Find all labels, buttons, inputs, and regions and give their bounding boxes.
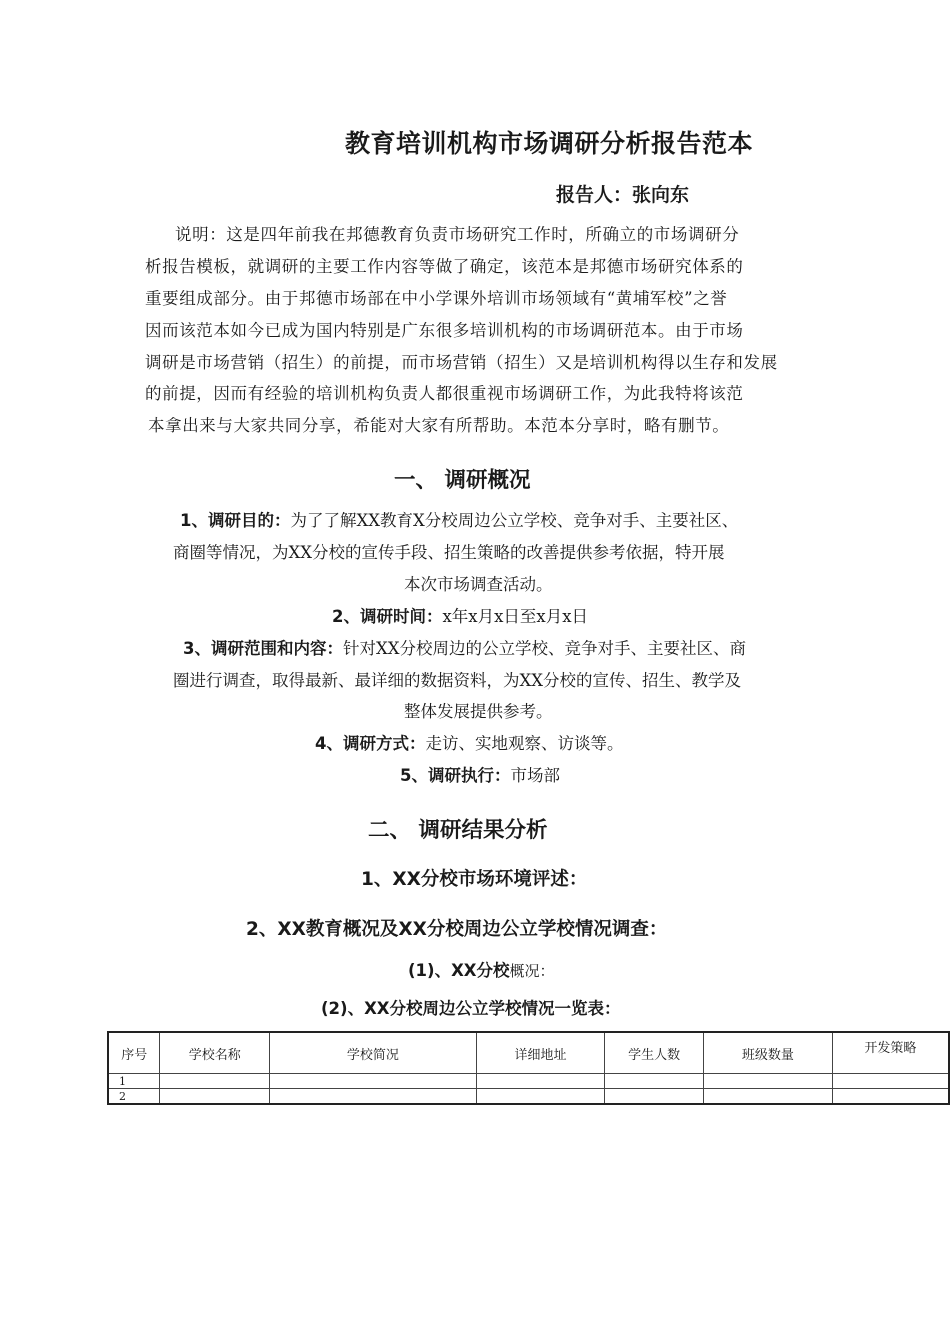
- scope-label: 3、调研范围和内容：: [183, 639, 343, 658]
- section2-sub1: 1、XX分校市场环境评述：: [361, 869, 588, 890]
- table-cell: 1: [108, 1074, 160, 1089]
- purpose-line: 商圈等情况，为XX分校的宣传手段、招生策略的改善提供参考依据，特开展: [173, 543, 725, 562]
- scope-line: 整体发展提供参考。: [404, 702, 553, 721]
- table-cell: [704, 1074, 833, 1089]
- school-table: [107, 1031, 950, 1105]
- section2-sub2-2: (2)、XX分校周边公立学校情况一览表：: [321, 999, 621, 1018]
- intro-line: 说明：这是四年前我在邦德教育负责市场研究工作时，所确立的市场调研分: [175, 225, 740, 244]
- table-cell: [704, 1089, 833, 1105]
- purpose-label: 1、调研目的：: [180, 511, 291, 530]
- header-cell: 学生人数: [605, 1032, 704, 1074]
- table-row: [108, 1074, 949, 1089]
- intro-line: 的前提，因而有经验的培训机构负责人都很重视市场调研工作，为此我特将该范: [145, 384, 744, 403]
- table-cell: [270, 1089, 476, 1105]
- scope-item: [183, 635, 746, 659]
- table-cell: [605, 1074, 704, 1089]
- table-row: [108, 1089, 949, 1105]
- intro-line: 析报告模板，就调研的主要工作内容等做了确定，该范本是邦德市场研究体系的: [145, 257, 744, 276]
- intro-line: 本拿出来与大家共同分享，希能对大家有所帮助。本范本分享时，略有删节。: [148, 416, 730, 435]
- method-value: 走访、实地观察、访谈等。: [425, 734, 624, 753]
- table-cell: [605, 1089, 704, 1105]
- table-cell: [476, 1089, 605, 1105]
- table-cell: [476, 1074, 605, 1089]
- table-cell: [270, 1074, 476, 1089]
- purpose-line: 本次市场调查活动。: [404, 575, 553, 594]
- header-cell: 学校名称: [160, 1032, 270, 1074]
- section2-sub2-1: [408, 957, 555, 981]
- exec-value: 市场部: [510, 766, 560, 785]
- method-item: [315, 730, 623, 754]
- time-label: 2、调研时间：: [332, 607, 443, 626]
- sub2-1-part-b: 概况：: [509, 962, 555, 980]
- header-cell: 开发策略: [832, 1032, 949, 1074]
- exec-item: [400, 762, 560, 786]
- sub2-1-part-a: (1)、XX分校: [408, 961, 510, 980]
- scope-line: 圈进行调查，取得最新、最详细的数据资料，为XX分校的宣传、招生、教学及: [173, 671, 741, 690]
- table-cell: [832, 1089, 949, 1105]
- header-cell: 班级数量: [704, 1032, 833, 1074]
- header-cell: 详细地址: [476, 1032, 605, 1074]
- method-label: 4、调研方式：: [315, 734, 426, 753]
- header-cell: 序号: [108, 1032, 160, 1074]
- table-cell: [832, 1074, 949, 1089]
- purpose-item: [180, 507, 738, 531]
- section2-heading: 二、 调研结果分析: [368, 818, 548, 843]
- reporter-line: 报告人：张向东: [556, 184, 690, 206]
- intro-line: 因而该范本如今已成为国内特别是广东很多培训机构的市场调研范本。由于市场: [145, 321, 744, 340]
- exec-label: 5、调研执行：: [400, 766, 511, 785]
- table-cell: [160, 1089, 270, 1105]
- time-item: [332, 603, 588, 627]
- table-cell: 2: [108, 1089, 160, 1105]
- table-header-row: [108, 1032, 949, 1074]
- intro-line: 重要组成部分。由于邦德市场部在中小学课外培训市场领域有“黄埔军校”之誉: [145, 289, 728, 308]
- document-title: 教育培训机构市场调研分析报告范本: [345, 129, 754, 158]
- header-cell: 学校简况: [270, 1032, 476, 1074]
- time-value: x年x月x日至x月x日: [442, 607, 589, 626]
- scope-text: 针对XX分校周边的公立学校、竞争对手、主要社区、商: [342, 639, 746, 658]
- section2-sub2: 2、XX教育概况及XX分校周边公立学校情况调查：: [246, 919, 668, 940]
- section1-heading: 一、 调研概况: [394, 468, 531, 493]
- intro-line: 调研是市场营销（招生）的前提，而市场营销（招生）又是培训机构得以生存和发展: [145, 353, 778, 372]
- table-cell: [160, 1074, 270, 1089]
- purpose-text: 为了了解XX教育X分校周边公立学校、竞争对手、主要社区、: [290, 511, 739, 530]
